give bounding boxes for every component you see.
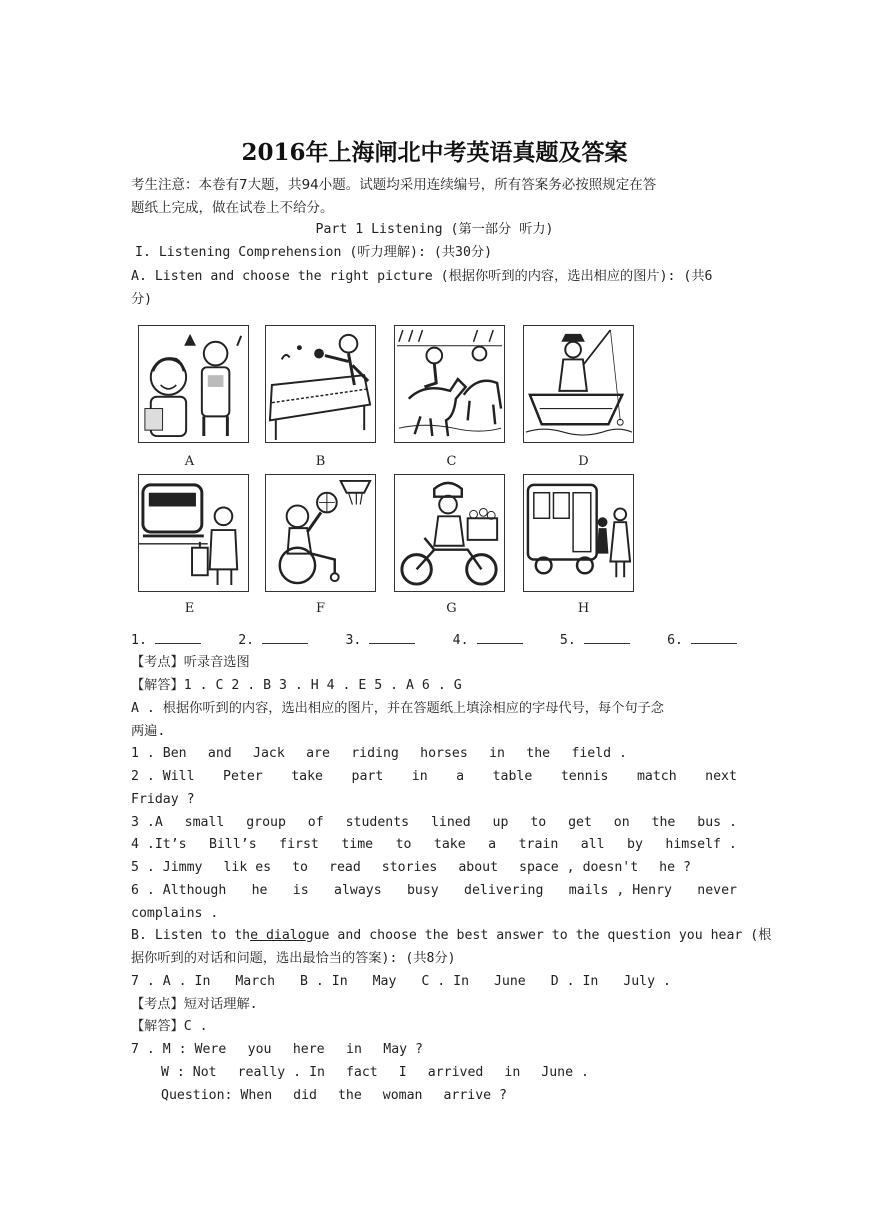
motorcycle-delivery-icon [395, 475, 504, 591]
word: arrive ? [443, 1088, 507, 1103]
word: on [613, 815, 630, 830]
word: all [580, 837, 605, 852]
jieda-1: 【解答】1 . C 2 . B 3 . H 4 . E 5 . A 6 . G [131, 678, 462, 693]
word: himself . [665, 837, 737, 852]
sentence-1 [131, 746, 627, 762]
word: 2 . Will [131, 769, 195, 784]
word: May ? [383, 1042, 423, 1057]
picture-label-f: F [315, 601, 326, 616]
a-intro-line-1: A . 根据你听到的内容，选出相应的图片，并在答题纸上填涂相应的字母代号，每个句子念 [131, 701, 664, 716]
word: to [292, 860, 308, 875]
word: are [306, 746, 330, 761]
boy-astronaut-icon [139, 326, 248, 442]
word: I [398, 1065, 407, 1080]
option: D . In [550, 974, 599, 989]
table-tennis-icon [266, 326, 375, 442]
word: in [411, 769, 428, 784]
word: match [636, 769, 677, 784]
word: Jack [253, 746, 285, 761]
word: the [651, 815, 676, 830]
blank-number: 4. [452, 633, 469, 648]
word: in [489, 746, 505, 761]
picture-label-b: B [315, 454, 326, 469]
word: space , doesn't [519, 860, 639, 875]
section-heading: I. Listening Comprehension (听力理解): (共30分) [135, 245, 493, 260]
picture-b [265, 325, 376, 443]
section-b-text: gue and choose the best answer to the question you hear (根 [305, 928, 772, 943]
train-traveler-icon [139, 475, 248, 591]
word: take [433, 837, 466, 852]
section-b-underlined: e dialo [250, 928, 306, 943]
option: C . In [421, 974, 470, 989]
word: get [568, 815, 592, 830]
word: he ? [659, 860, 691, 875]
option: June [493, 974, 526, 989]
blank-number: 3. [345, 633, 362, 648]
dialogue-line-1 [131, 1042, 423, 1058]
sentence-6-cont: complains . [131, 906, 219, 921]
section-b-text: B. Listen to th [131, 928, 251, 943]
word: horses [420, 746, 468, 761]
sentence-2-cont: Friday ? [131, 792, 195, 807]
word: table [492, 769, 533, 784]
word: the [337, 1088, 362, 1103]
word: of [307, 815, 324, 830]
word: first [279, 837, 319, 852]
word: a [456, 769, 465, 784]
word: woman [382, 1088, 423, 1103]
word: up [492, 815, 509, 830]
option: B . In [300, 974, 348, 989]
blank-number: 1. [131, 633, 147, 648]
word: 4 .It’s [131, 837, 187, 852]
word: to [395, 837, 412, 852]
word: 5 . Jimmy [131, 860, 203, 875]
picture-label-c: C [446, 454, 457, 469]
sentence-3 [131, 815, 737, 831]
blank-3[interactable] [345, 631, 415, 648]
a-intro-line-2: 两遍. [131, 724, 166, 739]
word: a [488, 837, 497, 852]
word: mails , Henry [568, 883, 672, 898]
blank-number: 2. [238, 633, 255, 648]
picture-c [394, 325, 505, 443]
sentence-6 [131, 883, 737, 899]
section-a-line-1: A. Listen and choose the right picture (根据你听到的内容，选出相应的图片): (共6 [131, 269, 713, 284]
word: about [458, 860, 499, 875]
option: May [372, 974, 397, 989]
word: fact [345, 1065, 378, 1080]
word: and [207, 746, 232, 761]
blank-1[interactable] [131, 631, 201, 648]
word: you [247, 1042, 272, 1057]
sentence-5 [131, 860, 691, 876]
picture-label-e: E [184, 601, 195, 616]
word: tennis [560, 769, 609, 784]
question-7-options [131, 974, 671, 990]
sentence-2 [131, 769, 737, 785]
section-b-line-1 [131, 928, 771, 944]
picture-f [265, 474, 376, 592]
word: train [518, 837, 559, 852]
picture-e [138, 474, 249, 592]
word: take [291, 769, 323, 784]
word: time [341, 837, 374, 852]
sentence-4 [131, 837, 737, 853]
horse-riding-icon [395, 326, 504, 442]
jieda-2: 【解答】C . [131, 1019, 208, 1034]
blank-4[interactable] [453, 631, 523, 648]
picture-h [523, 474, 634, 592]
word: 1 . Ben [131, 746, 187, 761]
word: students [345, 815, 410, 830]
part-heading: Part 1 Listening (第一部分 听力) [315, 222, 554, 237]
word: Question: When [161, 1088, 273, 1103]
blank-number: 6. [667, 633, 683, 648]
word: he [251, 883, 268, 898]
fishing-boat-icon [524, 326, 633, 442]
word: in [346, 1042, 362, 1057]
word: stories [381, 860, 438, 875]
picture-d [523, 325, 634, 443]
word: 6 . Although [131, 883, 227, 898]
section-a-line-2: 分) [131, 292, 153, 307]
word: bus . [697, 815, 737, 830]
answer-blanks [131, 631, 737, 648]
word: lik es [223, 860, 272, 875]
word: June . [541, 1065, 589, 1080]
word: lined [430, 815, 471, 830]
word: part [351, 769, 384, 784]
word: in [504, 1065, 521, 1080]
word: did [293, 1088, 317, 1103]
blank-2[interactable] [238, 631, 308, 648]
word: 7 . M : Were [131, 1042, 227, 1057]
picture-label-a: A [184, 454, 195, 469]
bus-queue-icon [524, 475, 633, 591]
kaodian-2: 【考点】短对话理解. [131, 997, 258, 1012]
word: 3 .A [131, 815, 163, 830]
option: July . [623, 974, 671, 989]
word: arrived [427, 1065, 484, 1080]
word: the [526, 746, 551, 761]
blank-number: 5. [559, 633, 576, 648]
word: Peter [223, 769, 263, 784]
word: read [329, 860, 361, 875]
picture-label-h: H [577, 601, 590, 616]
notice-line-1: 考生注意：本卷有7大题，共94小题。试题均采用连续编号，所有答案务必按照规定在答 [131, 177, 657, 193]
kaodian-1: 【考点】听录音选图 [131, 655, 250, 670]
word: field . [571, 746, 627, 761]
dialogue-line-2 [161, 1065, 589, 1081]
blank-5[interactable] [560, 631, 630, 648]
word: here [292, 1042, 325, 1057]
wheelchair-basketball-icon [266, 475, 375, 591]
word: Bill’s [209, 837, 257, 852]
word: next [705, 769, 737, 784]
word: by [627, 837, 643, 852]
option: March [235, 974, 276, 989]
word: really . In [237, 1065, 325, 1080]
picture-label-g: G [446, 601, 457, 616]
section-b-line-2: 据你听到的对话和问题，选出最恰当的答案): (共8分) [131, 951, 456, 966]
word: to [530, 815, 547, 830]
word: never [697, 883, 737, 898]
word: always [334, 883, 382, 898]
word: group [246, 815, 286, 830]
picture-a [138, 325, 249, 443]
word: W : Not [161, 1065, 217, 1080]
word: delivering [464, 883, 544, 898]
word: riding [351, 746, 399, 761]
dialogue-question [161, 1088, 507, 1104]
picture-g [394, 474, 505, 592]
picture-label-d: D [578, 454, 589, 469]
word: busy [406, 883, 439, 898]
word: is [292, 883, 309, 898]
notice-line-2: 题纸上完成，做在试卷上不给分。 [131, 200, 334, 216]
word: small [184, 815, 225, 830]
option: 7 . A . In [131, 974, 211, 989]
blank-6[interactable] [667, 631, 737, 648]
page-title: 2016年上海闸北中考英语真题及答案 [241, 139, 628, 166]
